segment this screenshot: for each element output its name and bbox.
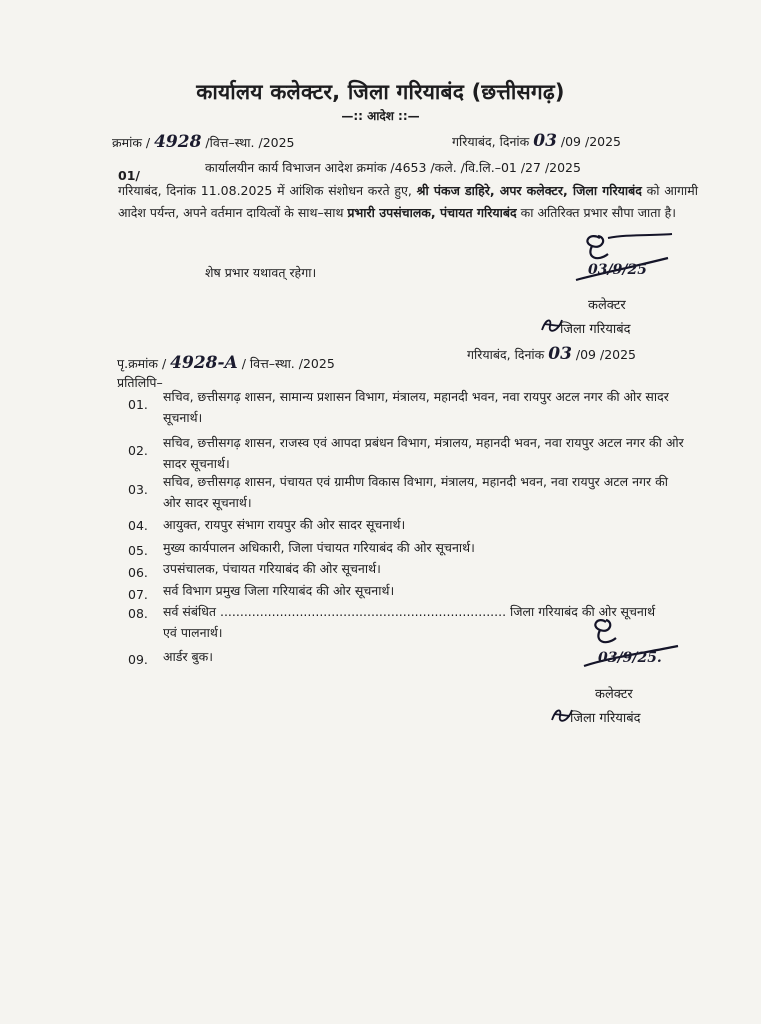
paragraph-text-1: गरियाबंद, दिनांक 11.08.2025 में आंशिक संशोधन करते हुए, xyxy=(118,183,417,198)
copy-reference xyxy=(117,353,335,373)
signatory-2-title: कलेक्टर xyxy=(595,687,633,702)
copy-item-6-text: उपसंचालक, पंचायत गरियाबंद की ओर सूचनार्थ। xyxy=(163,561,381,576)
order-ref-prefix: क्रमांक / xyxy=(112,135,151,150)
order-date-day: 03 xyxy=(533,131,557,151)
copy-ref-suffix: / वित्त–स्था. /2025 xyxy=(241,356,335,371)
order-ref-number: 4928 xyxy=(154,132,202,152)
signatory-1-district: जिला गरियाबंद xyxy=(560,322,631,337)
copy-item-5-number: 05. xyxy=(128,543,148,558)
copy-ref-prefix: पृ.क्रमांक / xyxy=(117,356,167,371)
copy-item-4-number: 04. xyxy=(128,518,148,533)
signature-2 xyxy=(578,612,688,682)
officer-name: श्री पंकज डाहिरे, अपर कलेक्टर, जिला गरियाबंद xyxy=(416,183,642,198)
copy-item-8-text: सर्व संबंधित ........................................................................ जिला गरियाबंद की ओर सूचनार्थ एवं पालनार्थ। xyxy=(163,604,656,640)
copy-item-9-text: आर्डर बुक। xyxy=(163,649,214,664)
copy-item-7-text: सर्व विभाग प्रमुख जिला गरियाबंद की ओर सूचनार्थ। xyxy=(163,583,395,598)
copy-item-2-text: सचिव, छत्तीसगढ़ शासन, राजस्व एवं आपदा प्रबंधन विभाग, मंत्रालय, महानदी भवन, नवा रायपुर अटल नगर की ओर सादर सूचनार्थ। xyxy=(163,435,684,471)
order-date-prefix: गरियाबंद, दिनांक xyxy=(452,134,530,149)
copy-item-6-number: 06. xyxy=(128,565,148,580)
signatory-1-title: कलेक्टर xyxy=(588,298,626,313)
order-reference xyxy=(112,132,295,152)
copy-item-3-number: 03. xyxy=(128,482,148,497)
paragraph-text-2: को आगामी आदेश पर्यन्त, अपने वर्तमान दायित्वों के साथ–साथ xyxy=(118,183,698,220)
copy-item-2-number: 02. xyxy=(128,443,148,458)
signature-1-date: 03/9/25 xyxy=(588,262,647,278)
copy-ref-number: 4928-A xyxy=(170,353,238,373)
order-date xyxy=(452,131,621,151)
signature-2-date: 03/9/25. xyxy=(598,650,662,666)
copy-heading: प्रतिलिपि– xyxy=(117,375,163,390)
copy-date xyxy=(467,344,636,364)
copy-item-9-number: 09. xyxy=(128,652,148,667)
order-date-suffix: /09 /2025 xyxy=(560,134,622,149)
copy-item-3-text: सचिव, छत्तीसगढ़ शासन, पंचायत एवं ग्रामीण विकास विभाग, मंत्रालय, महानदी भवन, नवा रायपुर अटल नगर की ओर सादर सूचनार्थ। xyxy=(163,474,668,510)
order-ref-suffix: /वित्त–स्था. /2025 xyxy=(205,135,295,150)
copy-item-7-number: 07. xyxy=(128,587,148,602)
charge-designation: प्रभारी उपसंचालक, पंचायत गरियाबंद xyxy=(347,205,517,220)
paragraph-number: 01/ xyxy=(118,168,140,183)
paragraph-first-line: कार्यालयीन कार्य विभाजन आदेश क्रमांक /4653 /कले. /वि.लि.–01 /27 /2025 xyxy=(205,160,581,175)
copy-date-suffix: /09 /2025 xyxy=(575,347,637,362)
copy-item-5-text: मुख्य कार्यपालन अधिकारी, जिला पंचायत गरियाबंद की ओर सूचनार्थ। xyxy=(163,540,475,555)
paragraph-text-3: का अतिरिक्त प्रभार सौपा जाता है। xyxy=(516,205,676,220)
copy-date-day: 03 xyxy=(548,344,572,364)
remaining-charge-note: शेष प्रभार यथावत् रहेगा। xyxy=(205,265,317,280)
office-title: कार्यालय कलेक्टर, जिला गरियाबंद (छत्तीसगढ़) xyxy=(196,80,565,104)
copy-item-8-number: 08. xyxy=(128,606,148,621)
order-heading: —:: आदेश ::— xyxy=(341,109,420,123)
copy-date-prefix: गरियाबंद, दिनांक xyxy=(467,347,545,362)
copy-item-4-text: आयुक्त, रायपुर संभाग रायपुर की ओर सादर सूचनार्थ। xyxy=(163,517,406,532)
order-paragraph xyxy=(118,180,698,224)
copy-item-1-number: 01. xyxy=(128,397,148,412)
copy-item-1-text: सचिव, छत्तीसगढ़ शासन, सामान्य प्रशासन विभाग, मंत्रालय, महानदी भवन, नवा रायपुर अटल नगर की ओर सादर सूचनार्थ। xyxy=(163,389,669,425)
signatory-2-district: जिला गरियाबंद xyxy=(570,711,641,726)
